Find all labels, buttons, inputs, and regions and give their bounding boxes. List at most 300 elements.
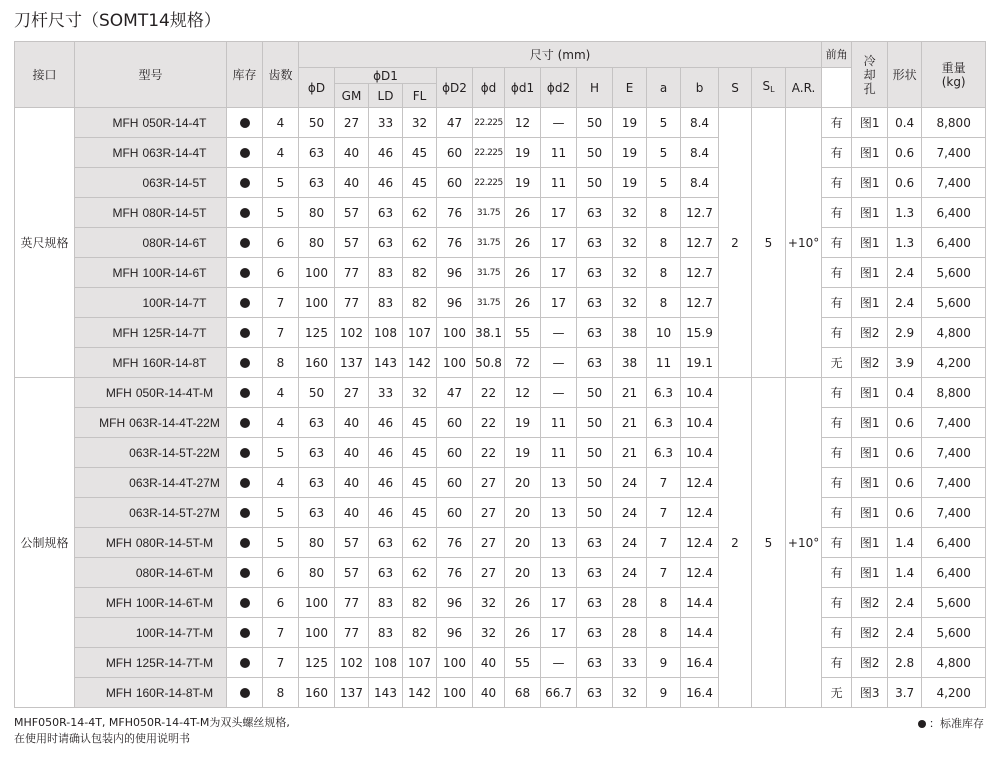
fl-cell: 45 (403, 168, 437, 198)
a-cell: 8 (647, 258, 681, 288)
model-cell (75, 108, 227, 138)
speed-cell: 7,400 (922, 168, 986, 198)
phiD-cell: 160 (299, 348, 335, 378)
phiD2-cell: 47 (437, 108, 473, 138)
phiD-cell: 100 (299, 618, 335, 648)
stock-dot-icon (240, 388, 250, 398)
gm-cell: 77 (335, 258, 369, 288)
phid1-cell: 19 (505, 138, 541, 168)
model-cell (75, 528, 227, 558)
a-cell: 8 (647, 228, 681, 258)
table-row (15, 108, 986, 138)
fl-cell: 62 (403, 528, 437, 558)
teeth-cell: 5 (263, 438, 299, 468)
phid1-cell: 72 (505, 348, 541, 378)
phiD-cell: 63 (299, 138, 335, 168)
coolant-cell: 有 (822, 528, 852, 558)
model-prefix: MFH (105, 655, 132, 670)
table-body (15, 108, 986, 708)
phiD2-cell: 60 (437, 468, 473, 498)
model-number: 100R-14-7T-M (135, 625, 214, 640)
teeth-cell: 4 (263, 108, 299, 138)
shape-cell: 图1 (852, 408, 888, 438)
speed-cell: 4,800 (922, 318, 986, 348)
header-phiD1: ϕD1 (335, 68, 437, 84)
weight-cell: 3.7 (888, 678, 922, 708)
coolant-cell: 有 (822, 318, 852, 348)
header-E: E (613, 68, 647, 108)
phiD2-cell: 96 (437, 588, 473, 618)
fl-cell: 82 (403, 588, 437, 618)
phid2-cell: 13 (541, 468, 577, 498)
shape-cell: 图1 (852, 498, 888, 528)
coolant-cell: 有 (822, 258, 852, 288)
b-cell: 15.9 (681, 318, 719, 348)
table-row (15, 618, 986, 648)
ld-cell: 46 (369, 138, 403, 168)
stock-dot-icon (240, 688, 250, 698)
shape-cell: 图2 (852, 648, 888, 678)
model-cell (75, 168, 227, 198)
E-cell: 24 (613, 528, 647, 558)
H-cell: 50 (577, 498, 613, 528)
phid-cell: 31.75 (473, 198, 505, 228)
model-cell (75, 288, 227, 318)
shape-cell: 图1 (852, 438, 888, 468)
b-cell: 14.4 (681, 618, 719, 648)
table-row (15, 258, 986, 288)
phiD-cell: 100 (299, 258, 335, 288)
speed-cell: 7,400 (922, 498, 986, 528)
weight-cell: 3.9 (888, 348, 922, 378)
gm-cell: 27 (335, 108, 369, 138)
model-number: 125R-14-7T-M (135, 655, 214, 670)
coolant-cell: 有 (822, 618, 852, 648)
H-cell: 63 (577, 288, 613, 318)
b-cell: 10.4 (681, 438, 719, 468)
model-prefix: MFH (112, 265, 139, 280)
shape-cell: 图1 (852, 138, 888, 168)
a-cell: 10 (647, 318, 681, 348)
phiD-cell: 63 (299, 408, 335, 438)
header-SL: $S_L$ (752, 68, 786, 108)
b-cell: 8.4 (681, 138, 719, 168)
teeth-cell: 4 (263, 378, 299, 408)
gm-cell: 40 (335, 468, 369, 498)
stock-cell (227, 228, 263, 258)
model-cell (75, 468, 227, 498)
shape-cell: 图1 (852, 558, 888, 588)
header-phid1: ϕd1 (505, 68, 541, 108)
E-cell: 32 (613, 288, 647, 318)
ld-cell: 46 (369, 498, 403, 528)
gm-cell: 102 (335, 648, 369, 678)
table-row (15, 288, 986, 318)
E-cell: 33 (613, 648, 647, 678)
phiD2-cell: 60 (437, 438, 473, 468)
b-cell: 12.7 (681, 228, 719, 258)
phid2-cell: 17 (541, 288, 577, 318)
fl-cell: 82 (403, 258, 437, 288)
fl-cell: 82 (403, 288, 437, 318)
header-H: H (577, 68, 613, 108)
header-fl: FL (403, 84, 437, 108)
b-cell: 12.4 (681, 528, 719, 558)
phiD2-cell: 76 (437, 228, 473, 258)
model-number: 125R-14-7T (142, 325, 207, 340)
shape-cell: 图1 (852, 378, 888, 408)
stock-cell (227, 288, 263, 318)
stock-cell (227, 438, 263, 468)
gm-cell: 77 (335, 288, 369, 318)
table-row (15, 378, 986, 408)
phid2-cell: 66.7 (541, 678, 577, 708)
coolant-cell: 有 (822, 108, 852, 138)
phid2-cell: 11 (541, 168, 577, 198)
model-cell (75, 348, 227, 378)
E-cell: 32 (613, 198, 647, 228)
ld-cell: 63 (369, 228, 403, 258)
H-cell: 50 (577, 138, 613, 168)
E-cell: 32 (613, 678, 647, 708)
fl-cell: 107 (403, 648, 437, 678)
model-cell (75, 318, 227, 348)
E-cell: 38 (613, 318, 647, 348)
fl-cell: 32 (403, 378, 437, 408)
model-cell (75, 258, 227, 288)
weight-cell: 0.4 (888, 378, 922, 408)
phiD-cell: 100 (299, 288, 335, 318)
weight-cell: 2.4 (888, 588, 922, 618)
a-cell: 7 (647, 468, 681, 498)
phid2-cell: 17 (541, 258, 577, 288)
stock-cell (227, 408, 263, 438)
phid2-cell: — (541, 348, 577, 378)
stock-dot-icon (240, 148, 250, 158)
fl-cell: 45 (403, 498, 437, 528)
fl-cell: 62 (403, 228, 437, 258)
stock-cell (227, 138, 263, 168)
AR-cell: +10° (786, 378, 822, 708)
header-interface: 接口 (15, 42, 75, 108)
phid2-cell: 11 (541, 138, 577, 168)
phid1-cell: 12 (505, 108, 541, 138)
shape-cell: 图1 (852, 198, 888, 228)
H-cell: 50 (577, 108, 613, 138)
H-cell: 63 (577, 228, 613, 258)
ld-cell: 83 (369, 588, 403, 618)
phid-cell: 27 (473, 468, 505, 498)
stock-cell (227, 468, 263, 498)
model-number: 080R-14-6T (142, 235, 207, 250)
weight-cell: 0.6 (888, 498, 922, 528)
H-cell: 63 (577, 618, 613, 648)
b-cell: 10.4 (681, 378, 719, 408)
phiD2-cell: 100 (437, 648, 473, 678)
stock-dot-icon (240, 598, 250, 608)
header-dimensions: 尺寸 (mm) (299, 42, 822, 68)
stock-dot-icon (240, 118, 250, 128)
speed-cell: 6,400 (922, 198, 986, 228)
shape-cell: 图2 (852, 588, 888, 618)
phid1-cell: 20 (505, 528, 541, 558)
model-prefix: MFH (112, 325, 139, 340)
S-cell: 2 (719, 378, 752, 708)
header-weight: 重量 (kg) (922, 42, 986, 108)
phid-cell: 27 (473, 528, 505, 558)
fl-cell: 142 (403, 678, 437, 708)
coolant-cell: 有 (822, 138, 852, 168)
stock-legend (918, 715, 984, 731)
phiD-cell: 125 (299, 648, 335, 678)
table-row (15, 648, 986, 678)
a-cell: 9 (647, 648, 681, 678)
phid-cell: 27 (473, 558, 505, 588)
stock-dot-icon (240, 268, 250, 278)
phiD-cell: 160 (299, 678, 335, 708)
b-cell: 12.7 (681, 288, 719, 318)
ld-cell: 108 (369, 648, 403, 678)
model-number: 160R-14-8T (142, 355, 207, 370)
a-cell: 6.3 (647, 408, 681, 438)
model-number: 100R-14-6T (142, 265, 207, 280)
model-number: 080R-14-6T-M (135, 565, 214, 580)
stock-cell (227, 498, 263, 528)
model-number: 160R-14-8T-M (135, 685, 214, 700)
model-number: 050R-14-4T (142, 115, 207, 130)
a-cell: 7 (647, 558, 681, 588)
model-cell (75, 498, 227, 528)
legend-label: ：标准库存 (929, 717, 984, 730)
phid2-cell: — (541, 378, 577, 408)
fl-cell: 142 (403, 348, 437, 378)
H-cell: 50 (577, 168, 613, 198)
fl-cell: 82 (403, 618, 437, 648)
spec-table (14, 41, 986, 708)
phid1-cell: 26 (505, 228, 541, 258)
model-prefix: MFH (112, 355, 139, 370)
H-cell: 63 (577, 258, 613, 288)
b-cell: 8.4 (681, 168, 719, 198)
phiD2-cell: 76 (437, 198, 473, 228)
shape-cell: 图1 (852, 228, 888, 258)
model-cell (75, 378, 227, 408)
phid2-cell: — (541, 108, 577, 138)
stock-cell (227, 528, 263, 558)
fl-cell: 32 (403, 108, 437, 138)
ld-cell: 46 (369, 168, 403, 198)
teeth-cell: 8 (263, 348, 299, 378)
E-cell: 32 (613, 258, 647, 288)
model-prefix: MFH (105, 535, 132, 550)
fl-cell: 45 (403, 468, 437, 498)
H-cell: 63 (577, 348, 613, 378)
b-cell: 12.4 (681, 468, 719, 498)
gm-cell: 137 (335, 348, 369, 378)
phiD2-cell: 76 (437, 558, 473, 588)
model-number: 063R-14-5T-27M (129, 505, 220, 520)
b-cell: 19.1 (681, 348, 719, 378)
phid-cell: 31.75 (473, 228, 505, 258)
gm-cell: 57 (335, 198, 369, 228)
model-cell (75, 588, 227, 618)
table-row (15, 438, 986, 468)
weight-cell: 1.4 (888, 558, 922, 588)
phiD2-cell: 96 (437, 288, 473, 318)
model-number: 080R-14-5T (142, 205, 207, 220)
model-prefix: MFH (105, 685, 132, 700)
a-cell: 6.3 (647, 438, 681, 468)
phiD2-cell: 96 (437, 258, 473, 288)
E-cell: 19 (613, 108, 647, 138)
shape-cell: 图2 (852, 618, 888, 648)
phid1-cell: 26 (505, 288, 541, 318)
phid2-cell: 17 (541, 588, 577, 618)
E-cell: 28 (613, 588, 647, 618)
phid1-cell: 26 (505, 198, 541, 228)
table-row (15, 168, 986, 198)
speed-cell: 7,400 (922, 438, 986, 468)
speed-cell: 4,200 (922, 678, 986, 708)
phid-cell: 22.225 (473, 168, 505, 198)
speed-cell: 5,600 (922, 258, 986, 288)
teeth-cell: 5 (263, 168, 299, 198)
weight-cell: 0.6 (888, 138, 922, 168)
phid-cell: 50.8 (473, 348, 505, 378)
header-model: 型号 (75, 42, 227, 108)
model-number: 100R-14-6T-M (135, 595, 214, 610)
phid2-cell: — (541, 648, 577, 678)
phid2-cell: 13 (541, 528, 577, 558)
phid1-cell: 26 (505, 258, 541, 288)
gm-cell: 57 (335, 528, 369, 558)
model-number: 050R-14-4T-M (135, 385, 214, 400)
phid-cell: 22 (473, 438, 505, 468)
table-row (15, 228, 986, 258)
header-gm: GM (335, 84, 369, 108)
phiD-cell: 125 (299, 318, 335, 348)
header-shape: 形状 (888, 42, 922, 108)
speed-cell: 5,600 (922, 588, 986, 618)
coolant-cell: 有 (822, 498, 852, 528)
gm-cell: 57 (335, 558, 369, 588)
stock-dot-icon (240, 628, 250, 638)
header-phid2: ϕd2 (541, 68, 577, 108)
table-row (15, 408, 986, 438)
SL-cell: 5 (752, 378, 786, 708)
E-cell: 19 (613, 138, 647, 168)
header-b: b (681, 68, 719, 108)
b-cell: 12.7 (681, 258, 719, 288)
stock-dot-icon (918, 720, 926, 728)
phid2-cell: — (541, 318, 577, 348)
fl-cell: 62 (403, 198, 437, 228)
shape-cell: 图1 (852, 288, 888, 318)
a-cell: 5 (647, 108, 681, 138)
a-cell: 11 (647, 348, 681, 378)
weight-cell: 2.8 (888, 648, 922, 678)
gm-cell: 102 (335, 318, 369, 348)
teeth-cell: 5 (263, 528, 299, 558)
stock-cell (227, 588, 263, 618)
H-cell: 50 (577, 408, 613, 438)
teeth-cell: 7 (263, 618, 299, 648)
speed-cell: 6,400 (922, 558, 986, 588)
fl-cell: 45 (403, 408, 437, 438)
fl-cell: 107 (403, 318, 437, 348)
gm-cell: 40 (335, 138, 369, 168)
table-row (15, 348, 986, 378)
fl-cell: 45 (403, 438, 437, 468)
shape-cell: 图1 (852, 468, 888, 498)
E-cell: 38 (613, 348, 647, 378)
ld-cell: 63 (369, 528, 403, 558)
shape-cell: 图1 (852, 168, 888, 198)
phid-cell: 31.75 (473, 288, 505, 318)
a-cell: 8 (647, 618, 681, 648)
table-row (15, 318, 986, 348)
phid-cell: 22 (473, 408, 505, 438)
shape-cell: 图1 (852, 108, 888, 138)
speed-cell: 6,400 (922, 228, 986, 258)
ld-cell: 46 (369, 408, 403, 438)
table-row (15, 558, 986, 588)
model-prefix: MFH (99, 415, 126, 430)
coolant-cell: 有 (822, 378, 852, 408)
model-number: 063R-14-4T (142, 145, 207, 160)
speed-cell: 8,800 (922, 378, 986, 408)
model-cell (75, 648, 227, 678)
table-header (15, 42, 986, 108)
shape-cell: 图2 (852, 318, 888, 348)
a-cell: 7 (647, 498, 681, 528)
phid1-cell: 12 (505, 378, 541, 408)
gm-cell: 40 (335, 498, 369, 528)
interface-cell: 公制规格 (15, 378, 75, 708)
phiD2-cell: 60 (437, 138, 473, 168)
coolant-cell: 无 (822, 678, 852, 708)
header-coolant: 冷却孔 (852, 42, 888, 108)
stock-cell (227, 378, 263, 408)
E-cell: 19 (613, 168, 647, 198)
weight-cell: 1.3 (888, 198, 922, 228)
model-number: 063R-14-5T-22M (129, 445, 220, 460)
header-front-angle: 前角 (822, 42, 852, 68)
coolant-cell: 有 (822, 588, 852, 618)
E-cell: 21 (613, 378, 647, 408)
phid1-cell: 19 (505, 438, 541, 468)
phiD-cell: 80 (299, 228, 335, 258)
S-cell: 2 (719, 108, 752, 378)
weight-cell: 2.4 (888, 258, 922, 288)
phid-cell: 27 (473, 498, 505, 528)
stock-cell (227, 678, 263, 708)
stock-dot-icon (240, 508, 250, 518)
ld-cell: 63 (369, 198, 403, 228)
stock-dot-icon (240, 238, 250, 248)
header-phiD: ϕD (299, 68, 335, 108)
phid1-cell: 19 (505, 408, 541, 438)
coolant-cell: 有 (822, 408, 852, 438)
gm-cell: 40 (335, 408, 369, 438)
stock-cell (227, 198, 263, 228)
E-cell: 32 (613, 228, 647, 258)
teeth-cell: 8 (263, 678, 299, 708)
ld-cell: 83 (369, 618, 403, 648)
phid-cell: 22.225 (473, 108, 505, 138)
b-cell: 16.4 (681, 678, 719, 708)
a-cell: 6.3 (647, 378, 681, 408)
